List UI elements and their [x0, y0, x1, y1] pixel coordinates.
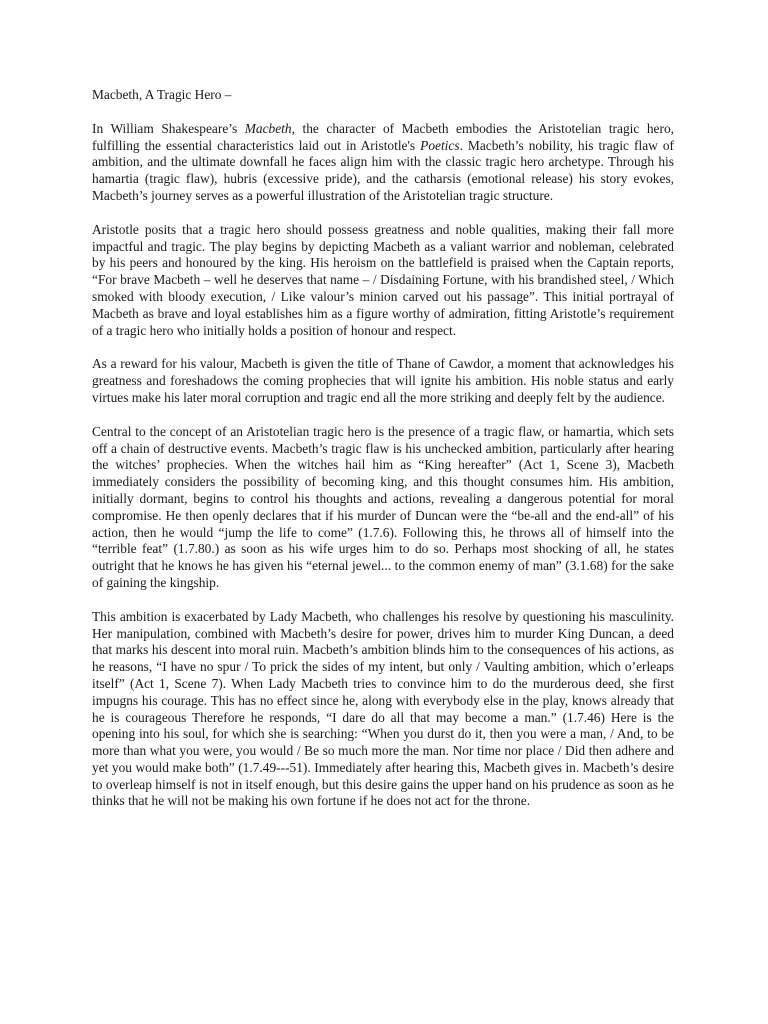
paragraph-text: In William Shakespeare’s [92, 120, 245, 136]
paragraph-lady-macbeth [92, 609, 674, 811]
document-title: Macbeth, A Tragic Hero – [92, 87, 232, 102]
paragraph-tragic-flaw [92, 424, 674, 592]
paragraph-text: Aristotle posits that a tragic hero should possess greatness and noble qualities, making their fall more impactful and tragic. The play begins by depicting Macbeth as a valiant warrior and nobleman, celebrated by his peers and honoured by the king. His heroism on the battlefield is praised when the Captain reports, “For brave Macbeth – well he deserves that name – / Disdaining Fortune, with his brandished steel, / Which smoked with bloody execution, / Like valour’s minion carved out his passage”. This initial portrayal of Macbeth as brave and loyal establishes him as a figure worthy of admiration, fitting Aristotle’s requirement of a tragic hero who initially holds a position of honour and respect. [92, 221, 674, 338]
play-title-italic: Macbeth [244, 120, 292, 136]
paragraph-text: This ambition is exacerbated by Lady Macbeth, who challenges his resolve by questioning his masculinity. Her manipulation, combined with Macbeth’s desire for power, drives him to murder King Duncan, a deed that marks his descent into moral ruin. Macbeth’s ambition blinds him to the consequences of his actions, as he reasons, “I have no spur / To prick the sides of my intent, but only / Vaulting ambition, which o’erleaps itself” (Act 1, Scene 7). When Lady Macbeth tries to convince him to do the murderous deed, she first impugns his courage. This has no effect since he, along with everybody else in the play, knows already that he is courageous Therefore he responds, “I dare do all that may become a man.” (1.7.46) Here is the opening into his soul, for which she is searching: “When you durst do it, then you were a man, / And, to be more than what you were, you would / Be so much more the man. Nor time nor place / Did then adhere and yet you would make both” (1.7.49---51). Immediately after hearing this, Macbeth gives in. Macbeth’s desire to overleap himself is not in itself enough, but this desire gains the upper hand on his prudence as soon as he thinks that he will not be making his own fortune if he does not act for the throne. [92, 608, 674, 809]
document-page [92, 87, 674, 827]
paragraph-text: As a reward for his valour, Macbeth is given the title of Thane of Cawdor, a moment that acknowledges his greatness and foreshadows the coming prophecies that will ignite his ambition. His noble status and early virtues make his later moral corruption and tragic end all the more striking and deeply felt by the audience. [92, 356, 674, 405]
paragraph-text: , the character of Macbeth embodies the Aristotelian tragic hero, fulfilling the essential characteristics laid out in Aristotle's [92, 120, 674, 153]
work-title-italic: Poetics [420, 137, 460, 153]
paragraph-introduction [92, 121, 674, 205]
paragraph-nobility [92, 222, 674, 340]
paragraph-text: . Macbeth’s nobility, his tragic flaw of ambition, and the ultimate downfall he faces align him with the classic tragic hero archetype. Through his hamartia (tragic flaw), hubris (excessive pride), and the catharsis (emotional release) his story evokes, Macbeth’s journey serves as a powerful illustration of the Aristotelian tragic structure. [92, 137, 674, 203]
paragraph-thane-of-cawdor [92, 356, 674, 406]
paragraph-text: Central to the concept of an Aristotelian tragic hero is the presence of a tragic flaw, or hamartia, which sets off a chain of destructive events. Macbeth’s tragic flaw is his unchecked ambition, particularly after hearing the witches’ prophecies. When the witches hail him as “King hereafter” (Act 1, Scene 3), Macbeth immediately considers the possibility of becoming king, and this thought consumes him. His ambition, initially dormant, begins to control his thoughts and actions, revealing a dangerous potential for moral compromise. He then openly declares that if his murder of Duncan were the “be-all and the end-all” of his action, then he would “jump the life to come” (1.7.6). Following this, he throws all of himself into the “terrible feat” (1.7.80.) as soon as his wife urges him to do so. Perhaps most shocking of all, he states outright that he knows he has given his “eternal jewel... to the common enemy of man” (3.1.68) for the sake of gaining the kingship. [92, 423, 674, 590]
